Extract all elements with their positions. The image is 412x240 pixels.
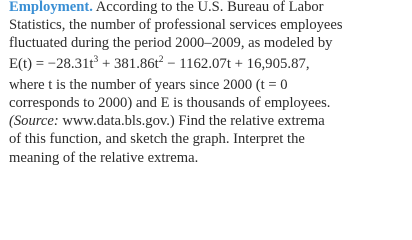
equation-term-cubic: −28.31t [47, 55, 94, 72]
text-line-8: meaning of the relative extrema. [9, 149, 199, 166]
text-line-5: corresponds to 2000) and E is thousands of employees. [9, 95, 331, 112]
equation-term-quadratic: + 381.86t [98, 55, 159, 72]
source-label: (Source: [9, 113, 59, 130]
text-line-4: where t is the number of years since 2000 (t = 0 [9, 76, 288, 93]
text-line-3: fluctuated during the period 2000–2009, as modeled by [9, 35, 333, 52]
text-line-2: Statistics, the number of professional services employees [9, 17, 343, 34]
exercise-heading: Employment. [9, 0, 93, 15]
exponent-2: 2 [158, 54, 164, 65]
text-line-1-body: According to the U.S. Bureau of Labor [95, 0, 324, 15]
exponent-3: 3 [93, 54, 99, 65]
equation-lhs: E(t) = [9, 55, 48, 72]
text-line-7: of this function, and sketch the graph. Interpret the [9, 131, 305, 148]
model-equation [9, 55, 406, 73]
text-line-1 [9, 0, 406, 16]
equation-term-linear-constant: − 1162.07t + 16,905.87, [163, 55, 310, 72]
text-line-6-body: www.data.bls.gov.) Find the relative extrema [58, 113, 325, 130]
text-line-6 [9, 112, 406, 130]
